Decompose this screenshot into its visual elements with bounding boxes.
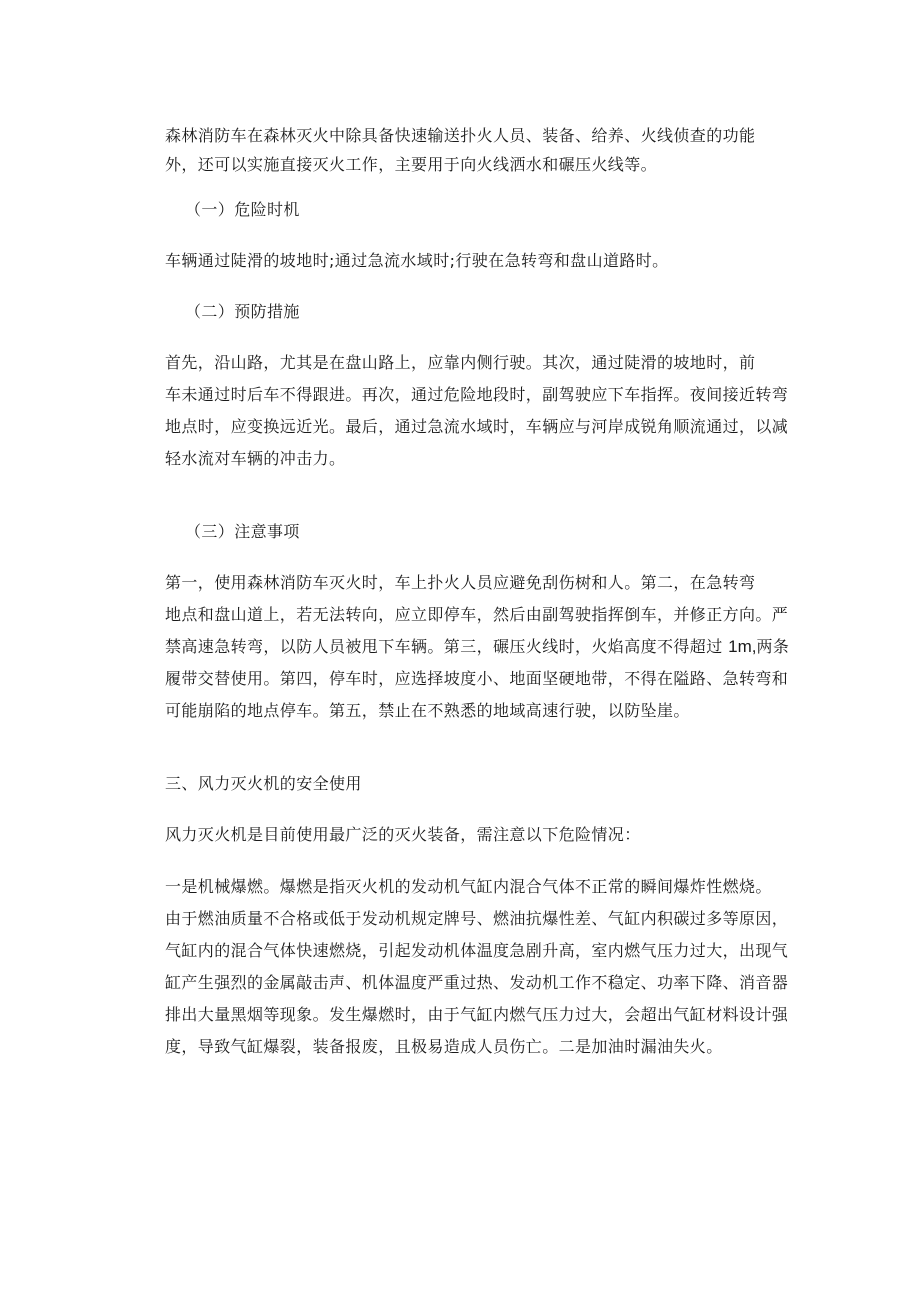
text-line-with-measure: [165, 631, 790, 663]
height-limit-value: 1m,: [728, 637, 757, 656]
text-line: 首先，沿山路，尤其是在盘山路上，应靠内侧行驶。其次，通过陡滑的坡地时，前: [165, 353, 756, 372]
heading-prevention: [185, 296, 793, 328]
text-line: 度，导致气缸爆裂，装备报废，且极易造成人员伤亡。二是加油时漏油失火。: [165, 1037, 723, 1056]
heading-danger-timing: [185, 194, 793, 226]
text-line: 地点和盘山道上，若无法转向，应立即停车，然后由副驾驶指挥倒车，并修正方向。严: [165, 605, 789, 624]
heading-text: （三）注意事项: [185, 522, 300, 541]
text-line: 森林消防车在森林灭火中除具备快速输送扑火人员、装备、给养、火线侦查的功能: [165, 126, 756, 145]
text-line: 第一，使用森林消防车灭火时，车上扑火人员应避免刮伤树和人。第二，在急转弯: [165, 573, 756, 592]
text-line: 风力灭火机是目前使用最广泛的灭火装备，需注意以下危险情况：: [165, 825, 641, 844]
text-line: 由于燃油质量不合格或低于发动机规定牌号、燃油抗爆性差、气缸内积碳过多等原因，: [165, 909, 789, 928]
text-segment: 禁高速急转弯，以防人员被甩下车辆。第三，碾压火线时，火焰高度不得超过: [165, 637, 723, 656]
paragraph-knock: [165, 871, 789, 1063]
paragraph-wind-extinguisher-intro: [165, 819, 773, 851]
heading-text: 三、风力灭火机的安全使用: [165, 774, 362, 793]
text-line: 车未通过时后车不得跟进。再次，通过危险地段时，副驾驶应下车指挥。夜间接近转弯: [165, 385, 789, 404]
text-line: 气缸内的混合气体快速燃烧，引起发动机体温度急剧升高，室内燃气压力过大，出现气: [165, 941, 789, 960]
heading-precautions: [185, 516, 793, 548]
text-line: 轻水流对车辆的冲击力。: [165, 449, 346, 468]
heading-text: （一）危险时机: [185, 200, 300, 219]
text-line: 地点时，应变换远近光。最后，通过急流水域时，车辆应与河岸成锐角顺流通过，以减: [165, 417, 789, 436]
text-line: 缸产生强烈的金属敲击声、机体温度严重过热、发动机工作不稳定、功率下降、消音器: [165, 973, 789, 992]
heading-wind-extinguisher: [165, 768, 773, 800]
text-line: 外，还可以实施直接灭火工作，主要用于向火线洒水和碾压火线等。: [165, 155, 658, 174]
text-line: 可能崩陷的地点停车。第五，禁止在不熟悉的地域高速行驶，以防坠崖。: [165, 701, 690, 720]
paragraph-prevention: [165, 347, 789, 475]
text-line: 车辆通过陡滑的坡地时;通过急流水域时;行驶在急转弯和盘山道路时。: [165, 251, 669, 270]
text-line: 一是机械爆燃。爆燃是指灭火机的发动机气缸内混合气体不正常的瞬间爆炸性燃烧。: [165, 877, 772, 896]
text-line: 履带交替使用。第四，停车时，应选择坡度小、地面坚硬地带，不得在隘路、急转弯和: [165, 669, 789, 688]
paragraph-precautions: [165, 567, 790, 727]
heading-text: （二）预防措施: [185, 302, 300, 321]
text-line: 排出大量黑烟等现象。发生爆燃时，由于气缸内燃气压力过大，会超出气缸材料设计强: [165, 1005, 789, 1024]
paragraph-fire-truck-intro: [165, 121, 773, 179]
text-segment: 两条: [756, 637, 790, 656]
paragraph-danger-timing: [165, 245, 773, 277]
